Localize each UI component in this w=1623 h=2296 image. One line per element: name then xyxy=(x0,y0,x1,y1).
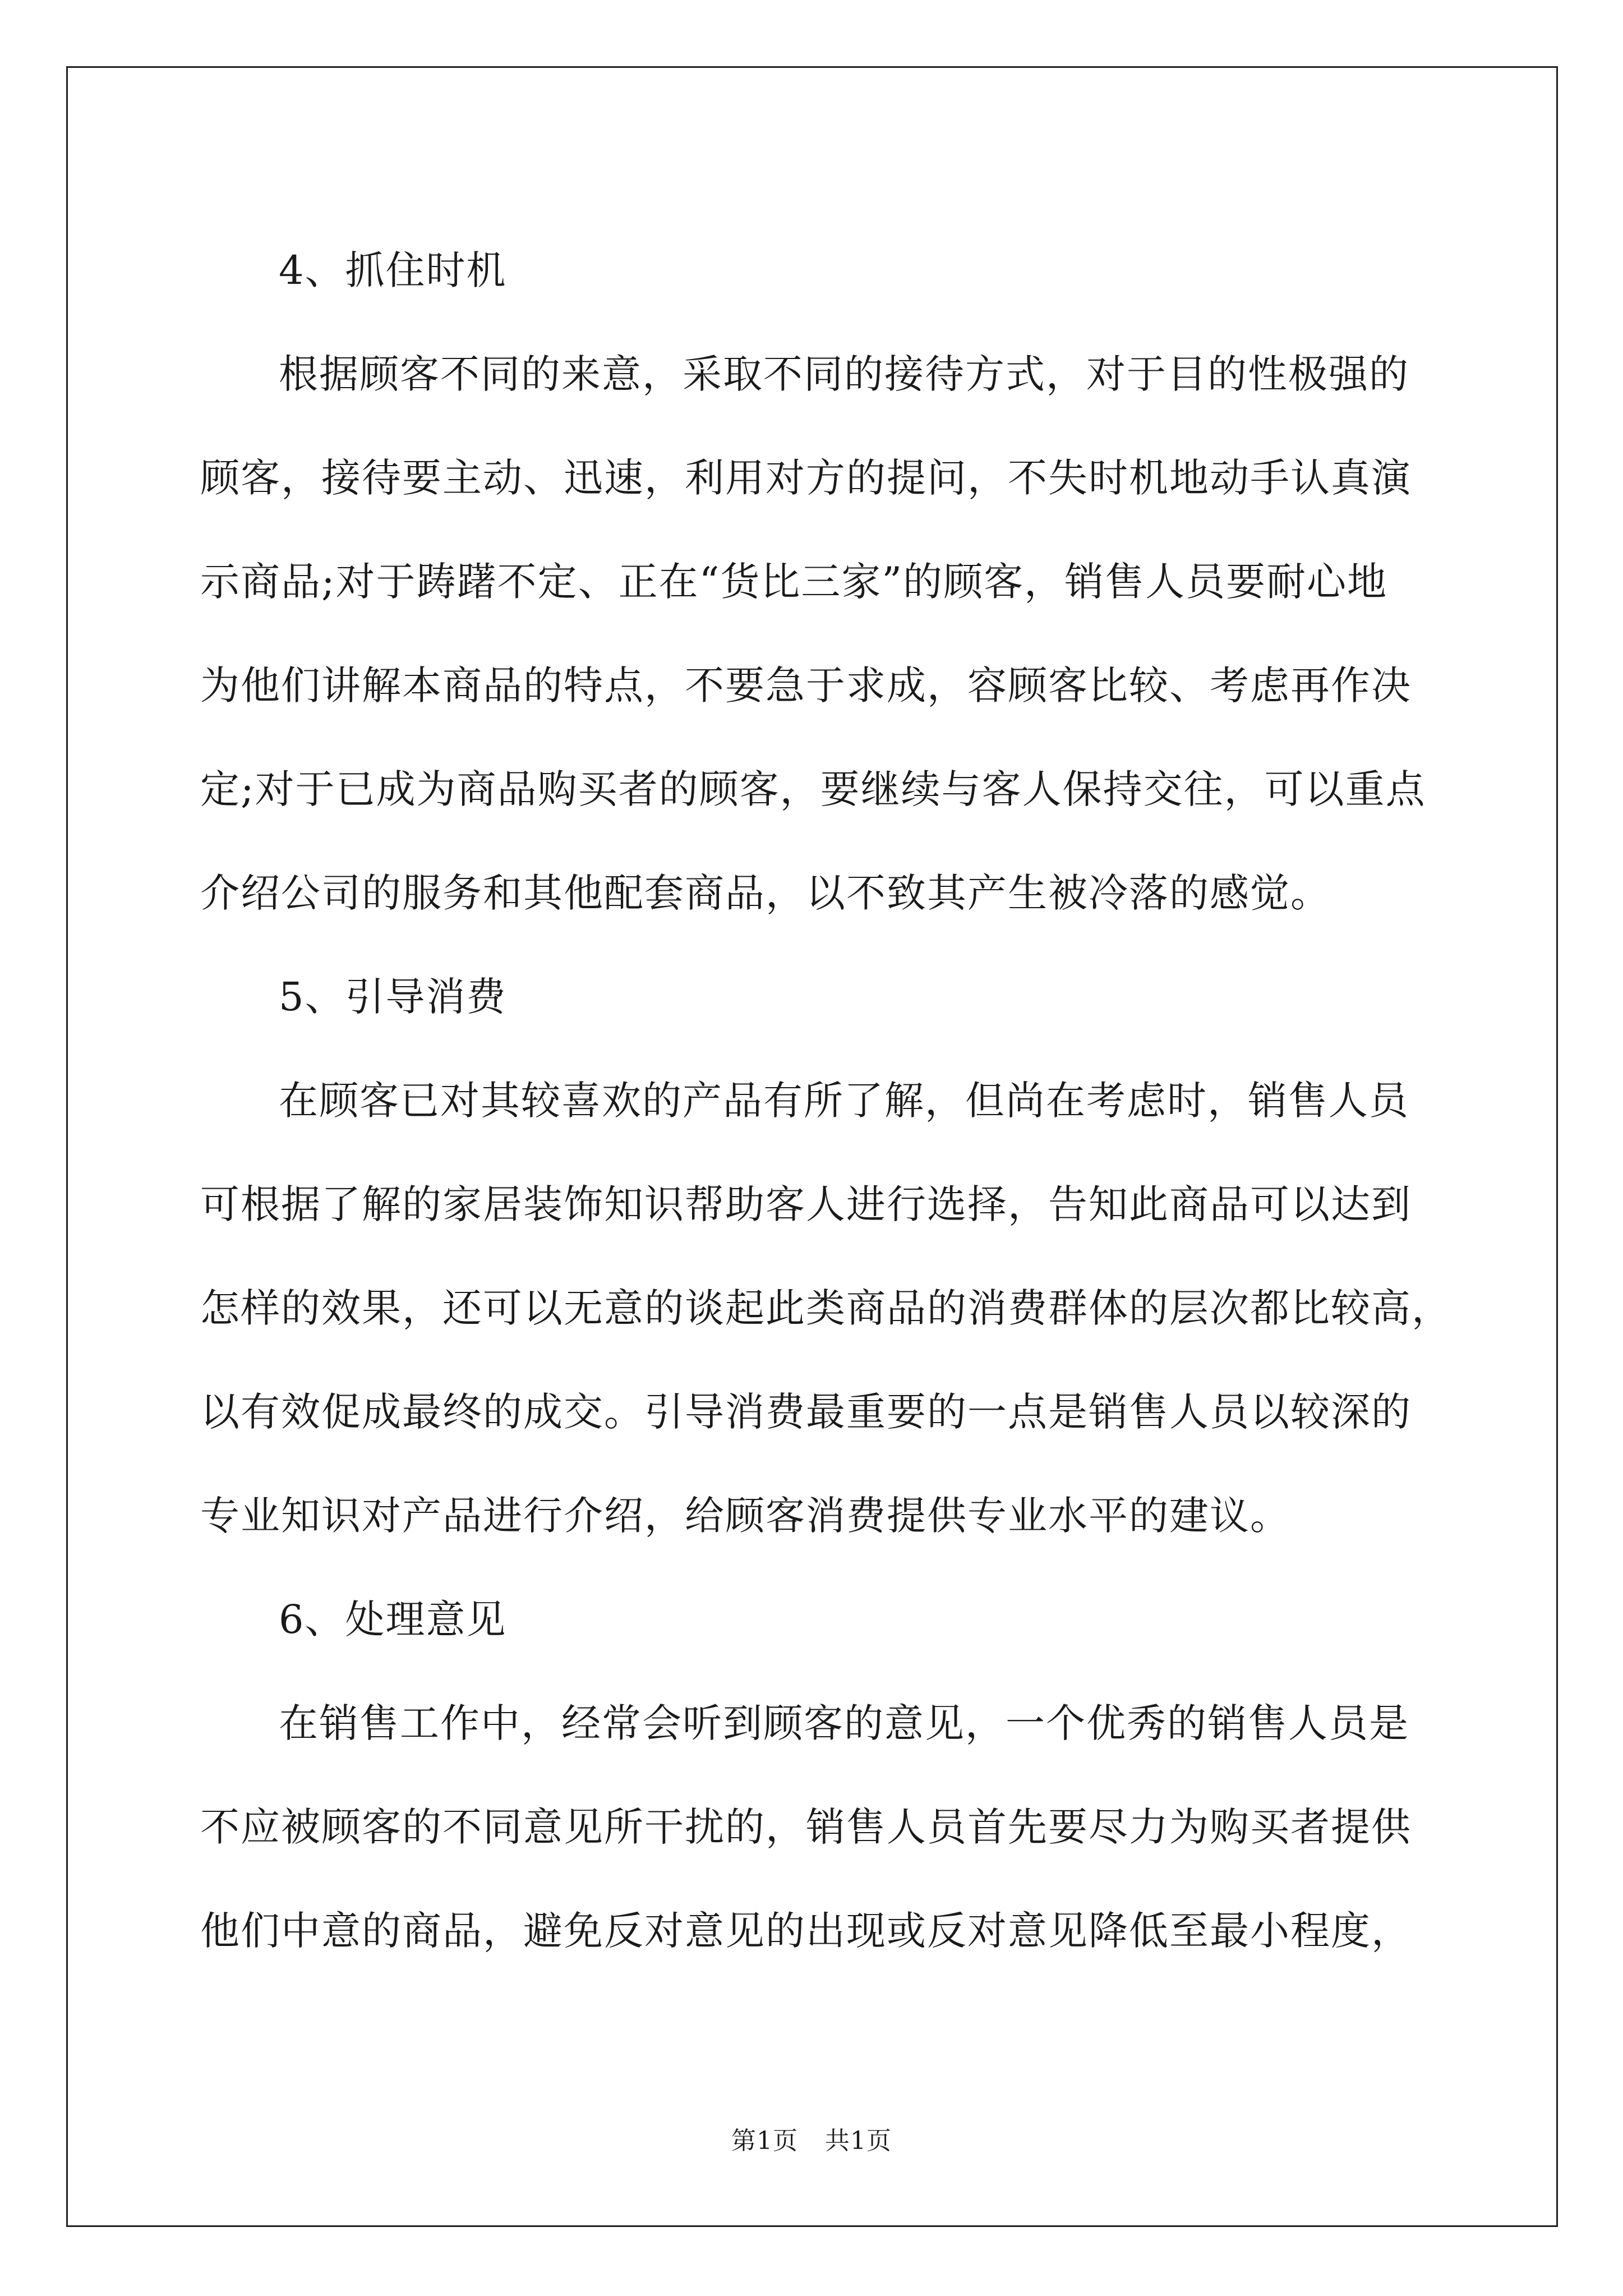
paragraph-line: 在顾客已对其较喜欢的产品有所了解，但尚在考虑时，销售人员 xyxy=(279,1078,1409,1124)
paragraph-line: 可根据了解的家居装饰知识帮助客人进行选择，告知此商品可以达到 xyxy=(200,1181,1412,1227)
paragraph-line: 为他们讲解本商品的特点，不要急于求成，容顾客比较、考虑再作决 xyxy=(200,662,1412,708)
paragraph-line: 他们中意的商品，避免反对意见的出现或反对意见降低至最小程度， xyxy=(200,1908,1412,1954)
paragraph-line: 根据顾客不同的来意，采取不同的接待方式，对于目的性极强的 xyxy=(279,351,1409,397)
paragraph-line: 介绍公司的服务和其他配套商品，以不致其产生被冷落的感觉。 xyxy=(200,870,1331,916)
document-body xyxy=(200,219,1452,1983)
paragraph-line: 在销售工作中，经常会听到顾客的意见，一个优秀的销售人员是 xyxy=(279,1700,1409,1746)
section-heading: 5、引导消费 xyxy=(279,974,507,1020)
page-footer xyxy=(0,2120,1623,2156)
section-heading: 6、处理意见 xyxy=(279,1596,507,1642)
paragraph-line: 不应被顾客的不同意见所干扰的，销售人员首先要尽力为购买者提供 xyxy=(200,1804,1412,1850)
paragraph-line: 顾客，接待要主动、迅速，利用对方的提问，不失时机地动手认真演 xyxy=(200,455,1412,501)
paragraph-line: 定;对于已成为商品购买者的顾客，要继续与客人保持交往，可以重点 xyxy=(200,766,1426,812)
section-heading: 4、抓住时机 xyxy=(279,247,507,293)
paragraph-line: 怎样的效果，还可以无意的谈起此类商品的消费群体的层次都比较高， xyxy=(200,1285,1452,1331)
paragraph-line: 示商品;对于踌躇不定、正在“货比三家”的顾客，销售人员要耐心地 xyxy=(200,559,1388,605)
page-number-total: 共1页 xyxy=(825,2127,892,2155)
paragraph-line: 专业知识对产品进行介绍，给顾客消费提供专业水平的建议。 xyxy=(200,1493,1290,1539)
page-number-current: 第1页 xyxy=(731,2127,798,2155)
paragraph-line: 以有效促成最终的成交。引导消费最重要的一点是销售人员以较深的 xyxy=(200,1389,1412,1435)
